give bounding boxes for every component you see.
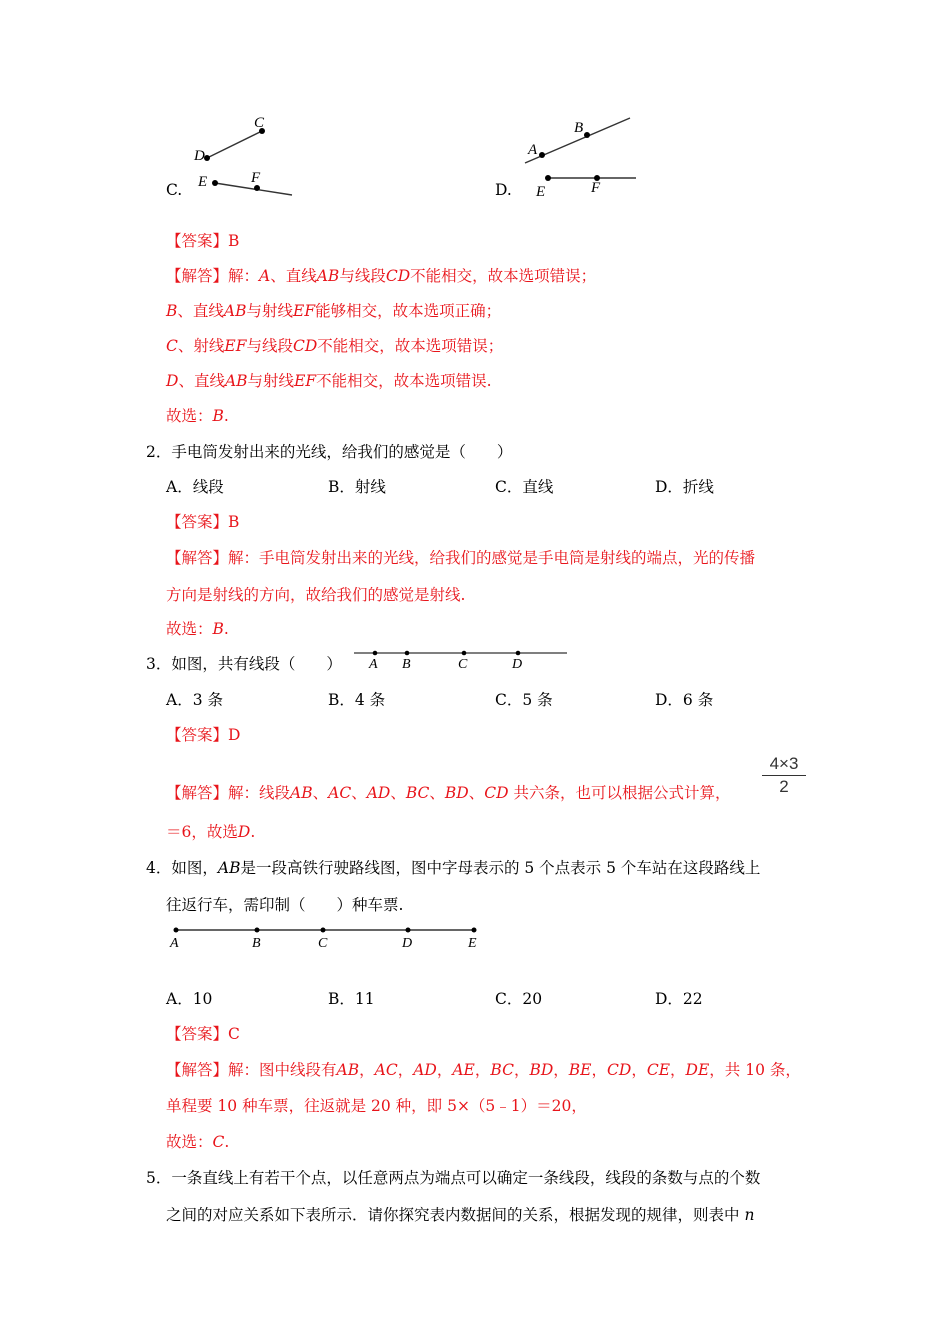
label-e: E [468,936,477,951]
q4-question-line2: 往返行车，需印制（ ）种车票. [166,896,404,914]
label-a: A [170,936,179,951]
q2-explanation-line1: 【解答】解：手电筒发射出来的光线，给我们的感觉是手电筒是射线的端点，光的传播 [166,549,756,567]
point-c [321,928,326,933]
point-a [373,651,378,656]
q1-answer: 【答案】B [166,232,240,250]
q5-question-line1: 5．一条直线上有若干个点，以任意两点为端点可以确定一条线段，线段的条数与点的个数 [146,1169,761,1187]
fraction-bar [762,775,806,776]
q4-answer: 【答案】C [166,1025,240,1043]
q3-option-a: A．3 条 [166,691,223,709]
q2-option-b: B．射线 [328,478,386,496]
label-b: B [252,936,261,951]
label-d: D [512,657,523,672]
q2-option-a: A．线段 [166,478,224,496]
label-b: B [402,657,411,672]
point-d [516,651,521,656]
q2-explanation-line2: 方向是射线的方向，故给我们的感觉是射线. [166,586,466,604]
q3-fraction [760,754,808,797]
label-c: C [254,115,265,131]
q4-explanation-line1: 【解答】解：图中线段有AB，AC，AD，AE，BC，BD，BE，CD，CE，DE，共 10 条， [166,1061,801,1079]
q1-option-d-label: D. [495,181,512,199]
q4-choice: 故选：C. [166,1133,230,1151]
point-a [539,152,545,158]
point-e [212,180,218,186]
point-b [405,651,410,656]
label-b: B [574,120,584,136]
label-d: D [194,148,205,164]
point-b [255,928,260,933]
point-d [204,155,210,161]
q1-explanation-line2: B、直线AB与射线EF能够相交，故本选项正确； [166,302,502,320]
q4-option-b: B．11 [328,990,375,1008]
q1-option-d-figure [520,110,640,202]
q3-option-d: D．6 条 [655,691,714,709]
q4-figure [168,920,484,954]
label-a: A [369,657,378,672]
q2-option-d: D．折线 [655,478,714,496]
q1-explanation-line1: 【解答】解：A、直线AB与线段CD不能相交，故本选项错误； [166,267,597,285]
q4-explanation-line2: 单程要 10 种车票，往返就是 20 种，即 5×（5﹣1）＝20， [166,1097,587,1115]
label-f: F [591,180,601,196]
q3-figure [352,643,570,673]
q2-answer: 【答案】B [166,513,240,531]
q4-question-line1: 4．如图，AB是一段高铁行驶路线图，图中字母表示的 5 个点表示 5 个车站在这段路线上 [146,859,761,877]
label-f: F [251,170,261,186]
q2-option-c: C．直线 [495,478,554,496]
point-e [472,928,477,933]
label-a: A [528,142,538,158]
q3-option-b: B．4 条 [328,691,386,709]
q2-choice: 故选：B. [166,620,229,638]
point-a [174,928,179,933]
label-e: E [536,184,546,200]
q4-option-a: A．10 [166,990,213,1008]
label-e: E [198,174,208,190]
q4-option-c: C．20 [495,990,543,1008]
q3-answer: 【答案】D [166,726,241,744]
point-c [462,651,467,656]
q5-question-line2: 之间的对应关系如下表所示．请你探究表内数据间的关系，根据发现的规律，则表中 n [166,1206,755,1224]
point-b [584,132,590,138]
q1-explanation-line4: D、直线AB与射线EF不能相交，故本选项错误. [166,372,492,390]
q1-choice: 故选：B. [166,407,229,425]
q4-option-d: D．22 [655,990,703,1008]
label-c: C [458,657,468,672]
fraction-numerator: 4×3 [769,754,799,773]
q3-explanation-line2: ＝6，故选D. [166,823,256,841]
point-d [406,928,411,933]
label-c: C [318,936,328,951]
q3-question: 3．如图，共有线段（ ） [146,655,342,673]
q3-option-c: C．5 条 [495,691,553,709]
fraction-denominator: 2 [779,777,789,796]
label-d: D [402,936,413,951]
q3-explanation-line1: 【解答】解：线段AB、AC、AD、BC、BD、CD 共六条，也可以根据公式计算， [166,784,731,802]
point-e [545,175,551,181]
q2-question: 2．手电筒发射出来的光线，给我们的感觉是（ ） [146,443,513,461]
q1-option-c-label: C. [166,181,183,199]
q1-explanation-line3: C、射线EF与线段CD不能相交，故本选项错误； [166,337,504,355]
q1-option-c-figure [190,110,300,202]
